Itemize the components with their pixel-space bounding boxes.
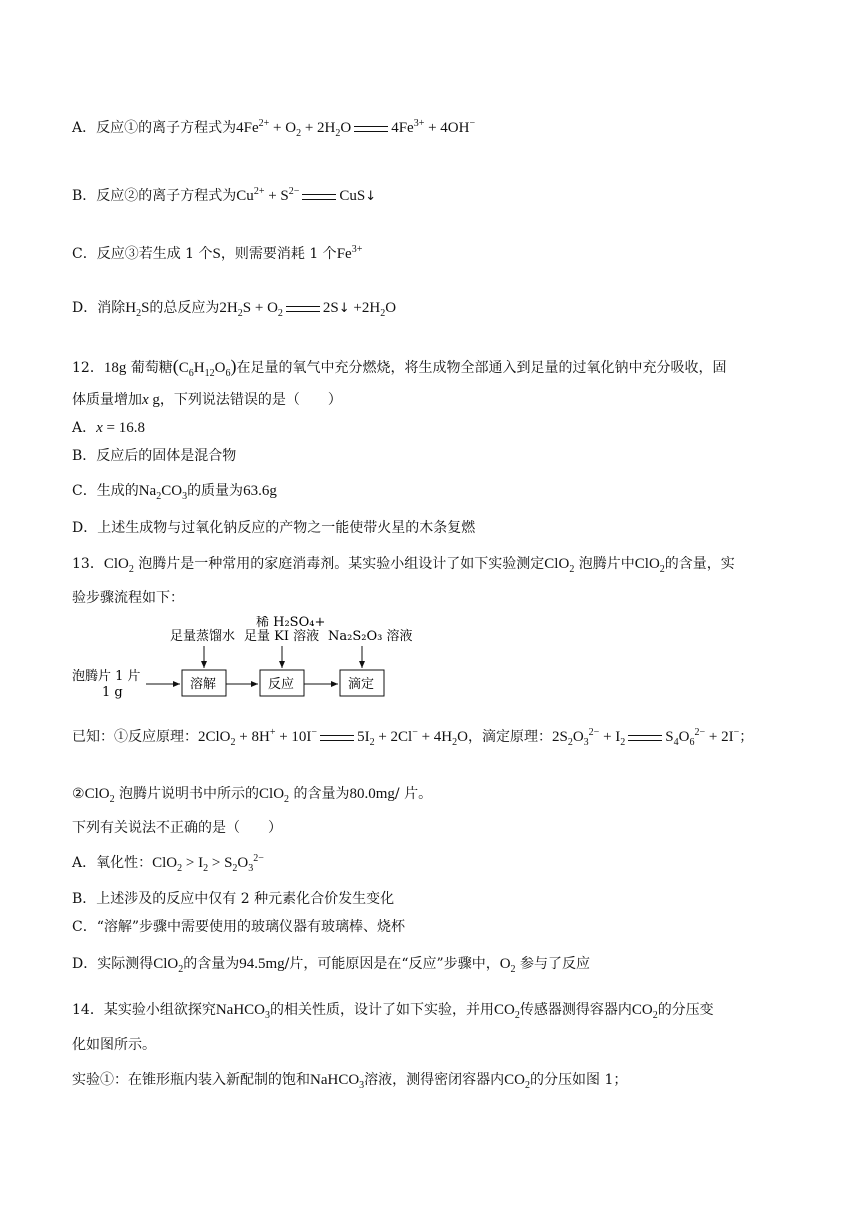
equation: $Cu^{2+} + S^{2-}$ CuS↓: [236, 186, 377, 204]
step-dissolve: 溶解: [190, 677, 217, 692]
equation: $2S_2O_3^{2-} + I_2$ $S_4O_6^{2-} + 2I^-$: [551, 727, 740, 748]
q14-stem-line1: 14．某实验小组欲探究NaHCO$_3$的相关性质，设计了如下实验，并用$CO_2$传感器测得容器内$CO_2$的分压变: [72, 1002, 714, 1021]
q13-stem-line1: 13．ClO$_2$ 泡腾片是一种常用的家庭消毒剂。某实验小组设计了如下实验测定ClO$_2$ 泡腾片中ClO$_2$的含量，实: [72, 556, 735, 575]
q11-option-d: D．消除$H_2S$的总反应为$2H_2S + O_2$ 2S↓ $+2H_2O$: [72, 300, 397, 319]
q13-question: 下列有关说法不正确的是（ ）: [72, 820, 282, 836]
flow-input-label: 泡腾片 1 片: [72, 669, 141, 684]
q13-option-d: D．实际测得ClO$_2$的含量为94.5mg/片，可能原因是在“反应”步骤中，$O_2$ 参与了反应: [72, 956, 590, 975]
q11-option-a: A．反应①的离子方程式为$4Fe^{2+} + O_2 + 2H_2O$ $4Fe^{3+} + 4OH^-$: [72, 118, 476, 139]
equation: $4Fe^{2+} + O_2 + 2H_2O$ $4Fe^{3+} + 4OH^-$: [236, 118, 476, 139]
q14-stem-line2: 化如图所示。: [72, 1037, 156, 1053]
equation: $2H_2S + O_2$ 2S↓ $+2H_2O$: [219, 300, 397, 319]
q11-option-c: C．反应③若生成 1 个S，则需要消耗 1 个$Fe^{3+}$: [72, 244, 363, 262]
q12-option-c: C．生成的$Na_2CO_3$的质量为63.6g: [72, 483, 277, 502]
q13-known-1: 已知：①反应原理：2ClO$_2$ + 8H+ + 10I− $5I_2 + 2Cl^- + 4H_2O$，滴定原理：$2S_2O_3^{2-} + I_2$ $S_4O_6^{2-} + 2I^-$；: [72, 727, 754, 748]
step-titrate: 滴定: [348, 677, 375, 692]
q12-option-b: B．反应后的固体是混合物: [72, 448, 237, 464]
q14-experiment-1: 实验①：在锥形瓶内装入新配制的饱和NaHCO$_3$溶液，测得密闭容器内$CO_2$的分压如图 1；: [72, 1072, 628, 1091]
q12-stem-line2: 体质量增加x g，下列说法错误的是（ ）: [72, 392, 342, 408]
q13-known-2: ②ClO$_2$ 泡腾片说明书中所示的ClO$_2$ 的含量为80.0mg/ 片。: [72, 786, 433, 805]
reagent-thiosulfate: Na₂S₂O₃ 溶液: [328, 629, 412, 644]
q11-option-b: B．反应②的离子方程式为$Cu^{2+} + S^{2-}$ CuS↓: [72, 186, 377, 204]
q13-option-a: A．氧化性：$ClO_2 > I_2 > S_2O_3^{2-}$: [72, 853, 264, 874]
equation: 2ClO$_2$ + 8H+ + 10I− $5I_2 + 2Cl^- + 4H_2O$: [198, 727, 468, 748]
experiment-flow-diagram: [72, 616, 412, 706]
reagent-water: 足量蒸馏水: [170, 629, 236, 644]
reagent-acid: 稀 H₂SO₄+: [256, 616, 326, 630]
flow-input-mass: 1 g: [102, 685, 123, 700]
q12-option-a: A．x = 16.8: [72, 420, 146, 436]
q13-option-b: B．上述涉及的反应中仅有 2 种元素化合价发生变化: [72, 891, 395, 907]
q13-option-c: C．“溶解”步骤中需要使用的玻璃仪器有玻璃棒、烧杯: [72, 919, 406, 935]
step-react: 反应: [268, 677, 295, 692]
q12-stem-line1: 12．18g 葡萄糖$(C_6H_{12}O_6)$在足量的氧气中充分燃烧，将生成物全部通入到足量的过氧化钠中充分吸收，固: [72, 356, 727, 379]
reagent-ki: 足量 KI 溶液: [244, 629, 320, 644]
q13-stem-line2: 验步骤流程如下：: [72, 590, 184, 606]
q12-option-d: D．上述生成物与过氧化钠反应的产物之一能使带火星的木条复燃: [72, 520, 476, 536]
